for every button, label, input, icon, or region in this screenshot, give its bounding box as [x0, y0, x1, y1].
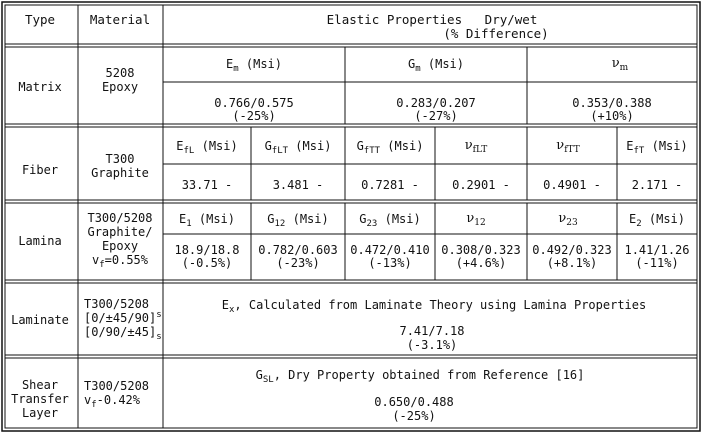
fiber-col-5-header: $E_{fT}$ (Msi) — [626, 139, 688, 156]
shear-value: 0.650/0.488 — [374, 395, 454, 409]
fiber-col-1-header: $G_{fLT}$ (Msi) — [264, 139, 332, 156]
laminate-material-line1: T300/5208 — [84, 297, 150, 311]
fiber-col-1-value: 3.481 - — [272, 178, 324, 192]
lamina-material-line2: Graphite/ — [87, 225, 153, 239]
laminate-value: 7.41/7.18 — [399, 324, 465, 338]
lamina-col-5-diff: (-11%) — [635, 256, 679, 270]
lamina-material-line1: T300/5208 — [87, 211, 153, 225]
lamina-col-2-diff: (-13%) — [368, 256, 412, 270]
shear-type-line1: Shear — [21, 378, 59, 392]
lamina-col-2-header: $G_{23}$ (Msi) — [359, 212, 421, 229]
matrix-col-2-header: $\nu_m$ — [611, 56, 629, 73]
lamina-col-3-value: 0.308/0.323 — [441, 243, 521, 257]
matrix-col-1-header: $G_m$ (Msi) — [407, 57, 465, 74]
fiber-material-line2: Graphite — [91, 166, 149, 180]
laminate-diff: (-3.1%) — [406, 338, 458, 352]
laminate-material-line3: $[0/90/\pm 45]_s$ — [84, 325, 162, 342]
matrix-type-label: Matrix — [18, 80, 62, 94]
matrix-col-0-diff: (-25%) — [232, 109, 276, 123]
fiber-col-2-value: 0.7281 - — [361, 178, 419, 192]
header-properties-subtitle: (% Difference) — [443, 26, 549, 41]
lamina-col-5-header: $E_2$ (Msi) — [628, 212, 686, 229]
lamina-col-5-value: 1.41/1.26 — [624, 243, 690, 257]
header-type: Type — [24, 12, 56, 27]
laminate-material-line2: $[0/\pm 45/90]^s$ — [84, 310, 162, 325]
lamina-col-3-header: $\nu_{12}$ — [466, 211, 486, 228]
fiber-col-2-header: $G_{fTT}$ (Msi) — [356, 139, 424, 156]
lamina-col-1-header: $G_{12}$ (Msi) — [267, 212, 329, 229]
fiber-col-4-header: $\nu_{fTT}$ — [556, 138, 580, 155]
header-properties-title: Elastic Properties Dry/wet — [326, 12, 538, 27]
matrix-col-0-header: $E_m$ (Msi) — [225, 57, 283, 74]
fiber-type-label: Fiber — [21, 163, 59, 177]
fiber-col-4-value: 0.4901 - — [543, 178, 601, 192]
shear-material-line2: $v_f-0.42\%$ — [84, 393, 141, 410]
matrix-col-1-value: 0.283/0.207 — [396, 96, 476, 110]
lamina-col-1-value: 0.782/0.603 — [258, 243, 338, 257]
matrix-col-1-diff: (-27%) — [414, 109, 458, 123]
lamina-material-line4: $v_f=0.55\%$ — [91, 253, 149, 270]
lamina-material-line3: Epoxy — [101, 239, 139, 253]
header-material: Material — [89, 12, 151, 27]
lamina-col-0-value: 18.9/18.8 — [174, 243, 240, 257]
matrix-col-0-value: 0.766/0.575 — [214, 96, 294, 110]
laminate-description: $E_x$, Calculated from Laminate Theory using Lamina Properties — [221, 298, 647, 315]
lamina-col-3-diff: (+4.6%) — [455, 256, 507, 270]
lamina-col-4-value: 0.492/0.323 — [532, 243, 612, 257]
matrix-material-line2: Epoxy — [101, 80, 139, 94]
shear-type-line2: Transfer — [11, 392, 69, 406]
shear-material-line1: T300/5208 — [84, 379, 150, 393]
laminate-type-label: Laminate — [11, 313, 69, 327]
lamina-col-2-value: 0.472/0.410 — [350, 243, 430, 257]
matrix-col-2-diff: (+10%) — [590, 109, 634, 123]
fiber-col-3-header: $\nu_{fLT}$ — [464, 138, 488, 155]
matrix-col-2-value: 0.353/0.388 — [572, 96, 652, 110]
fiber-col-0-value: 33.71 - — [181, 178, 233, 192]
matrix-material-line1: 5208 — [105, 66, 135, 80]
shear-diff: (-25%) — [392, 409, 436, 423]
lamina-col-0-header: $E_1$ (Msi) — [178, 212, 236, 229]
fiber-col-3-value: 0.2901 - — [452, 178, 510, 192]
fiber-material-line1: T300 — [105, 152, 135, 166]
lamina-col-0-diff: (-0.5%) — [181, 256, 233, 270]
lamina-type-label: Lamina — [18, 234, 62, 248]
lamina-col-1-diff: (-23%) — [276, 256, 320, 270]
shear-type-line3: Layer — [21, 406, 59, 420]
fiber-col-0-header: $E_{fL}$ (Msi) — [176, 139, 238, 156]
lamina-col-4-header: $\nu_{23}$ — [558, 211, 578, 228]
fiber-col-5-value: 2.171 - — [631, 178, 683, 192]
shear-description: $G_{SL}$, Dry Property obtained from Reference [16] — [255, 368, 585, 385]
lamina-col-4-diff: (+8.1%) — [546, 256, 598, 270]
